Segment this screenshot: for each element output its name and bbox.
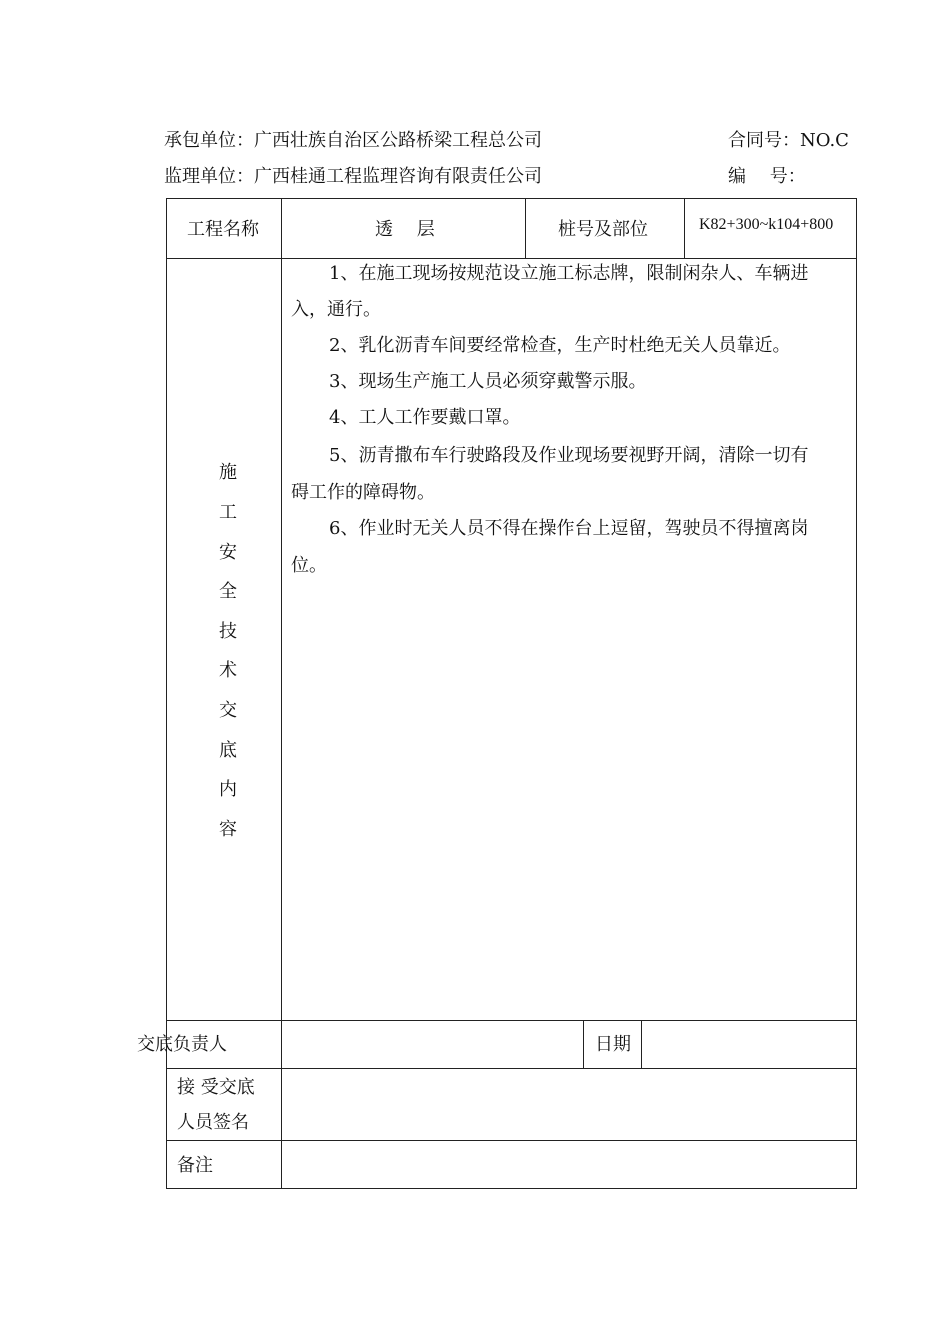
content-label-char: 技: [219, 621, 237, 642]
content-label-char: 术: [219, 660, 237, 681]
content-label-char: 施: [219, 462, 237, 483]
station-label: 桩号及部位: [558, 219, 648, 240]
briefing-item: 5、沥青撒布车行驶路段及作业现场要视野开阔，清除一切有: [329, 445, 809, 466]
briefing-item-continuation: 入，通行。: [291, 299, 381, 320]
station-value: K82+300~k104+800: [699, 216, 834, 233]
handover-person-label: 交底负责人: [137, 1034, 227, 1055]
remarks-field[interactable]: [282, 1141, 855, 1188]
project-name-value: 透 层: [375, 219, 435, 240]
supervisor-unit: 监理单位：广西桂通工程监理咨询有限责任公司: [164, 166, 542, 187]
content-label-char: 内: [219, 779, 237, 800]
content-label-char: 安: [219, 542, 237, 563]
remarks-label: 备注: [177, 1155, 213, 1176]
content-label-char: 工: [219, 502, 237, 523]
date-label: 日期: [595, 1034, 631, 1055]
handover-person-field[interactable]: [282, 1021, 582, 1068]
content-label-char: 底: [219, 740, 237, 761]
table-column-divider: [525, 198, 526, 258]
contractor-unit: 承包单位：广西壮族自治区公路桥梁工程总公司: [164, 130, 542, 151]
briefing-item: 3、现场生产施工人员必须穿戴警示服。: [329, 371, 647, 392]
receiver-label-line2: 人员签名: [177, 1112, 249, 1133]
briefing-item-continuation: 碍工作的障碍物。: [291, 482, 435, 503]
receiver-signature-field[interactable]: [282, 1069, 855, 1140]
table-column-divider: [583, 1020, 584, 1068]
receiver-label-line1: 接 受交底: [177, 1077, 255, 1098]
table-border-top: [166, 198, 857, 199]
table-column-divider: [684, 198, 685, 258]
content-label-char: 交: [219, 700, 237, 721]
briefing-item: 1、在施工现场按规范设立施工标志牌，限制闲杂人、车辆进: [329, 263, 809, 284]
briefing-item-continuation: 位。: [291, 555, 327, 576]
contract-number: 合同号：NO.C: [728, 130, 849, 151]
briefing-item: 6、作业时无关人员不得在操作台上逗留，驾驶员不得擅离岗: [329, 518, 809, 539]
briefing-item: 2、乳化沥青车间要经常检查，生产时杜绝无关人员靠近。: [329, 335, 791, 356]
content-label-char: 全: [219, 581, 237, 602]
date-field[interactable]: [642, 1021, 855, 1068]
serial-number: 编 号：: [728, 166, 806, 187]
table-border-right: [856, 198, 857, 1189]
briefing-item: 4、工人工作要戴口罩。: [329, 407, 521, 428]
project-name-label: 工程名称: [187, 219, 259, 240]
content-label-char: 容: [219, 819, 237, 840]
table-border-bottom: [166, 1188, 857, 1189]
